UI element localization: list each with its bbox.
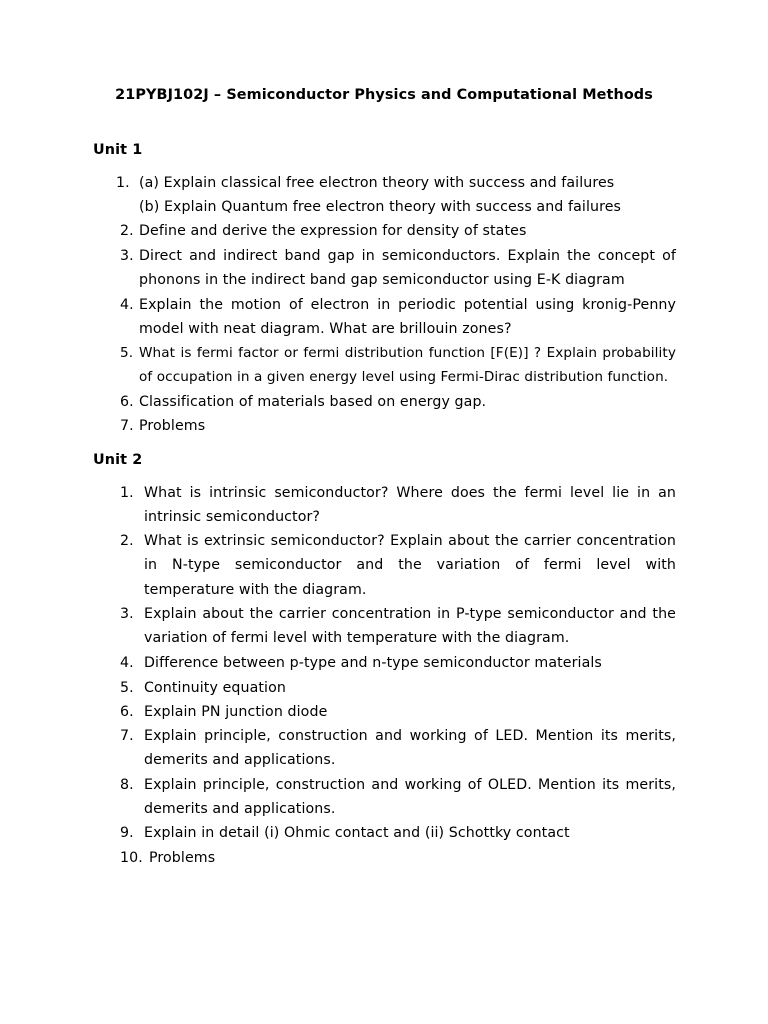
question-number: 8. (120, 777, 134, 793)
question-number: 7. (120, 728, 134, 744)
unit2-question-1 (120, 481, 676, 530)
unit1-question-2 (120, 219, 676, 243)
unit2-question-8 (120, 773, 676, 822)
question-number: 10. (120, 850, 143, 866)
question-number: 2. (120, 223, 134, 239)
question-text: What is extrinsic semiconductor? Explain about the carrier concentration in N-type semiconductor and the variation of fermi level with temperature with the diagram. (144, 533, 676, 598)
question-text-a: (a) Explain classical free electron theory with success and failures (139, 175, 615, 191)
question-text: What is intrinsic semiconductor? Where does the fermi level lie in an intrinsic semiconductor? (144, 485, 676, 526)
question-number: 4. (120, 297, 134, 313)
unit2-question-7 (120, 724, 676, 773)
unit1-question-7 (120, 414, 676, 438)
question-number: 4. (120, 655, 134, 671)
question-number: 3. (120, 248, 134, 264)
question-number: 2. (120, 533, 134, 549)
question-text: Direct and indirect band gap in semiconductors. Explain the concept of phonons in the indirect band gap semiconductor using E-K diagram (139, 248, 676, 289)
unit1-question-4 (120, 293, 676, 342)
question-number: 9. (120, 825, 134, 841)
question-number: 6. (120, 394, 134, 410)
question-text: Explain principle, construction and working of OLED. Mention its merits, demerits and applications. (144, 777, 676, 818)
unit2-question-3 (120, 602, 676, 651)
question-text: Explain the motion of electron in periodic potential using kronig-Penny model with neat diagram. What are brillouin zones? (139, 297, 676, 338)
unit2-question-9 (120, 821, 676, 845)
question-text-b: (b) Explain Quantum free electron theory with success and failures (139, 199, 622, 216)
unit1-question-6 (120, 390, 676, 414)
unit2-question-5 (120, 676, 676, 700)
question-text: Explain in detail (i) Ohmic contact and (ii) Schottky contact (144, 825, 570, 841)
question-text: Problems (139, 418, 206, 434)
question-text: Define and derive the expression for density of states (139, 223, 527, 239)
unit2-question-6 (120, 700, 676, 724)
unit2-question-2 (120, 529, 676, 602)
question-text: Explain principle, construction and working of LED. Mention its merits, demerits and applications. (144, 728, 676, 769)
question-number: 6. (120, 704, 134, 720)
unit2-question-10 (120, 846, 676, 870)
question-number: 3. (120, 606, 134, 622)
question-text: Explain about the carrier concentration in P-type semiconductor and the variation of fermi level with temperature with the diagram. (144, 606, 676, 647)
question-text: Classification of materials based on energy gap. (139, 394, 487, 410)
question-number: 5. (120, 345, 134, 361)
document-title: 21PYBJ102J – Semiconductor Physics and Computational Methods (115, 87, 653, 103)
question-number: 7. (120, 418, 134, 434)
unit1-question-1 (116, 171, 676, 220)
unit1-question-3 (120, 244, 676, 293)
unit-2-heading: Unit 2 (93, 452, 143, 468)
question-text: Problems (149, 850, 216, 866)
unit1-question-5 (120, 341, 676, 390)
question-number: 5. (120, 680, 134, 696)
question-text: Explain PN junction diode (144, 704, 328, 720)
question-text: Continuity equation (144, 680, 286, 696)
question-text: What is fermi factor or fermi distribution function [F(E)] ? Explain probability of occupation in a given energy level using Fermi-Dirac distribution function. (139, 345, 676, 386)
unit2-question-4 (120, 651, 676, 675)
question-number: 1. (116, 175, 130, 191)
unit-1-heading: Unit 1 (93, 142, 143, 158)
question-text: Difference between p-type and n-type semiconductor materials (144, 655, 602, 671)
question-number: 1. (120, 485, 134, 501)
